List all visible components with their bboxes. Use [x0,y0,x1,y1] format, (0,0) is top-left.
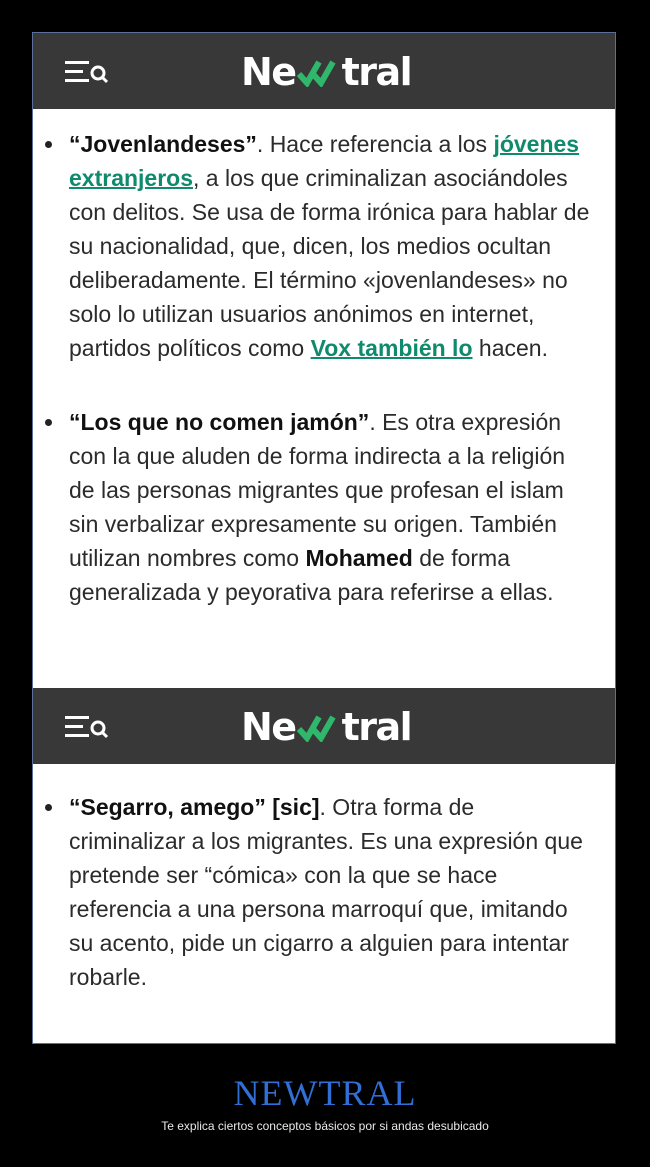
menu-search-icon[interactable] [65,59,111,85]
menu-search-icon[interactable] [65,714,111,740]
item-text: . Hace referencia a los [256,131,494,157]
bullet-point [45,419,52,426]
poster-subtitle: Te explica ciertos conceptos básicos por si andas desubicado [161,1119,489,1133]
article-section-1 [33,109,615,688]
poster-title: NEWTRAL [233,1073,417,1113]
article-link[interactable]: jóvenes extranjeros [69,131,580,191]
bullet-point [45,804,52,811]
logo-text-left: Ne [241,50,296,94]
newtral-logo[interactable] [241,50,412,94]
list-item [45,790,593,994]
item-text: hacen. [472,335,548,361]
screenshot-frame [32,32,616,1044]
list-item [45,127,593,365]
spacer [45,365,593,405]
term-title: “Los que no comen jamón” [69,409,370,435]
bold-name: Mohamed [305,545,413,571]
article-section-2 [33,764,615,994]
list-item [45,405,593,609]
item-text: . Es otra expresión con la que aluden de forma indirecta a la religión de las personas migrantes que profesan el islam sin verbalizar expresamente su origen. También utilizan nombres como [69,409,566,571]
double-check-icon [297,57,341,87]
bullet-point [45,141,52,148]
double-check-icon [297,712,341,742]
item-text: , a los que criminalizan asociándoles con delitos. Se usa de forma irónica para hablar de su nacionalidad, que, dicen, los medios ocultan deliberadamente. El término «jovenlandeses» no solo lo utilizan usuarios anónimos en internet, partidos políticos como [69,165,590,361]
app-header [33,688,615,764]
logo-text-right: tral [341,705,412,749]
newtral-logo[interactable] [241,705,412,749]
app-header [33,33,615,109]
term-title: “Jovenlandeses” [69,131,257,157]
article-link[interactable]: Vox también lo [310,335,473,361]
item-text: de forma generalizada y peyorativa para referirse a ellas. [69,545,554,605]
logo-text-left: Ne [241,705,296,749]
item-text: . Otra forma de criminalizar a los migrantes. Es una expresión que pretende ser “cómica» con la que se hace referencia a una persona marroquí que, imitando su acento, pide un cigarro a alguien para intentar robarle. [69,794,583,990]
term-title: “Segarro, amego” [sic] [69,794,320,820]
logo-text-right: tral [341,50,412,94]
